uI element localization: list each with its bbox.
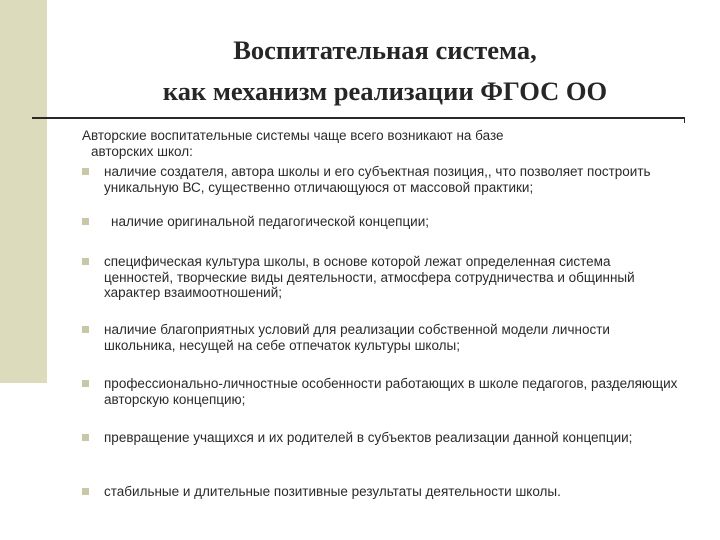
slide-title (90, 30, 680, 112)
square-bullet-icon (82, 218, 89, 225)
intro-paragraph (80, 128, 680, 159)
sidebar-accent (0, 0, 47, 383)
list-item-text: наличие благоприятных условий для реализации собственной модели личности школьника, несущей на себе отпечаток культуры школы; (104, 322, 610, 353)
list-item (80, 164, 680, 195)
divider-stub (684, 119, 685, 123)
list-item (80, 322, 680, 353)
title-line-2: как механизм реализации ФГОС ОО (162, 76, 608, 106)
list-item-text: превращение учащихся и их родителей в субъектов реализации данной концепции; (104, 430, 633, 445)
list-item (80, 254, 680, 301)
square-bullet-icon (82, 326, 89, 333)
square-bullet-icon (82, 434, 89, 441)
square-bullet-icon (82, 168, 89, 175)
list-item-text: наличие создателя, автора школы и его субъектная позиция,, что позволяет построить уникальную ВС, существенно отличающуюся от массовой практики; (104, 164, 651, 195)
title-line-1: Воспитательная система, (233, 35, 537, 65)
intro-continuation: авторских школ: (91, 143, 193, 159)
list-item (80, 430, 680, 446)
list-item-text: стабильные и длительные позитивные результаты деятельности школы. (104, 484, 561, 499)
list-item-text: наличие оригинальной педагогической концепции; (111, 214, 430, 229)
square-bullet-icon (82, 258, 89, 265)
list-item (80, 484, 680, 500)
list-item (80, 214, 680, 230)
slide-content (80, 128, 680, 499)
list-item (80, 376, 680, 407)
square-bullet-icon (82, 488, 89, 495)
intro-rest: чаще всего возникают на базе (309, 128, 504, 143)
square-bullet-icon (82, 380, 89, 387)
list-item-text: профессионально-личностные особенности работающих в школе педагогов, разделяющих авторскую концепцию; (104, 376, 678, 407)
title-divider (32, 117, 685, 119)
intro-lead: Авторские воспитательные системы (82, 128, 310, 143)
list-item-text: специфическая культура школы, в основе которой лежат определенная система ценностей, творческие виды деятельности, атмосфера сотрудничества и общинный характер взаимоотношений; (104, 254, 635, 300)
